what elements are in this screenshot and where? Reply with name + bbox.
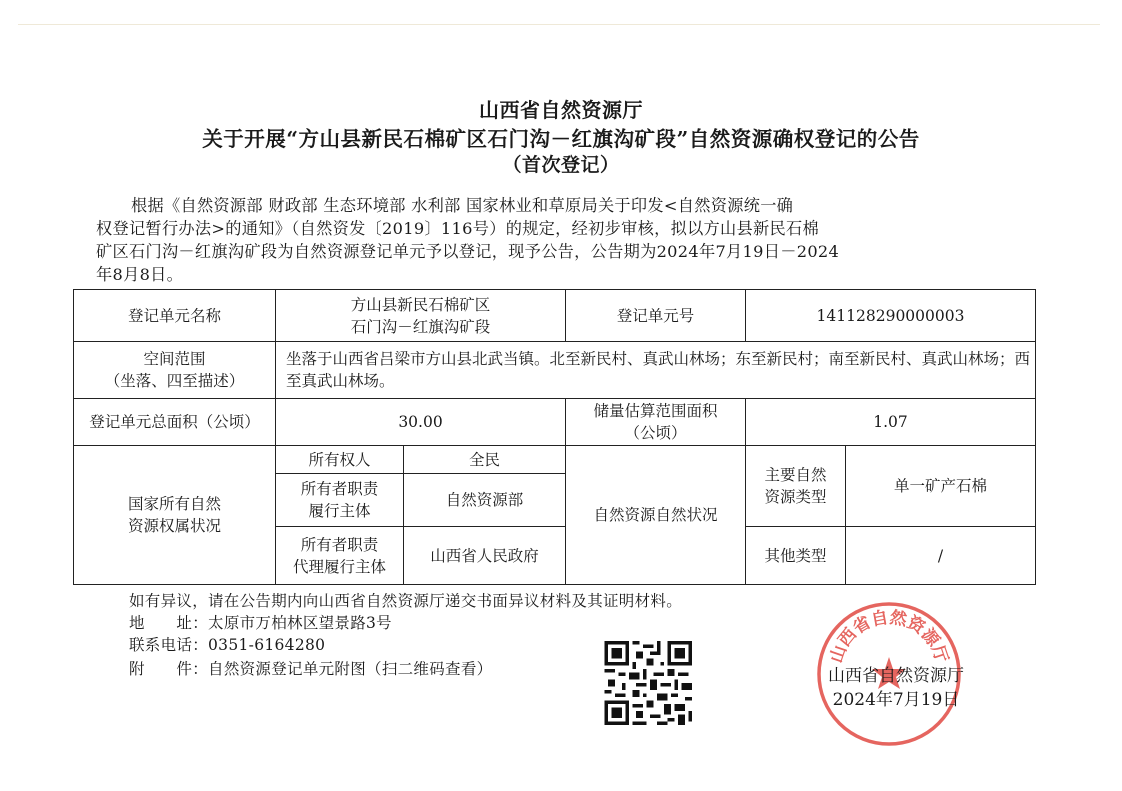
address-value: 太原市万柏林区望景路3号 <box>208 614 392 632</box>
duty-value: 自然资源部 <box>404 474 566 527</box>
unit-no-label: 登记单元号 <box>566 290 746 342</box>
paragraph-line: 根据《自然资源部 财政部 生态环境部 水利部 国家林业和草原局关于印发<自然资源统一确 <box>131 196 794 215</box>
qr-code-icon[interactable] <box>604 641 692 725</box>
table-row <box>74 342 1036 399</box>
main-type-label-line: 资源类型 <box>764 488 827 506</box>
duty-label-line: 履行主体 <box>308 502 371 520</box>
other-type-value: / <box>846 527 1036 585</box>
ownership-label <box>74 446 276 585</box>
unit-no-value: 141128290000003 <box>746 290 1036 342</box>
duty-label-line: 所有者职责 <box>300 480 379 498</box>
seal-text: 山西省自然资源厅 <box>826 607 952 666</box>
space-value: 坐落于山西省吕梁市方山县北武当镇。北至新民村、真武山林场；东至新民村；南至新民村、真武山林场；西至真武山林场。 <box>276 342 1036 399</box>
issuer-name: 山西省自然资源厅 <box>828 666 964 686</box>
attachment-line <box>129 657 492 679</box>
address-label: 地 址： <box>129 614 209 632</box>
attachment-value: 自然资源登记单元附图（扫二维码查看） <box>208 660 493 678</box>
ownership-label-line: 国家所有自然 <box>127 495 221 513</box>
title-main: 关于开展“方山县新民石棉矿区石门沟－红旗沟矿段”自然资源确权登记的公告 <box>202 127 920 151</box>
reserve-value: 1.07 <box>746 399 1036 446</box>
top-rule <box>18 24 1100 25</box>
phone-value: 0351-6164280 <box>208 636 326 654</box>
paragraph-line: 年8月8日。 <box>96 265 184 284</box>
owner-label: 所有权人 <box>276 446 404 474</box>
unit-name-line: 方山县新民石棉矿区 <box>350 295 491 314</box>
table-row <box>74 446 1036 474</box>
paragraph-line: 矿区石门沟－红旗沟矿段为自然资源登记单元予以登记，现予公告，公告期为2024年7月19日－2024 <box>96 242 840 261</box>
svg-text:山西省自然资源厅 <box>827 607 952 666</box>
agent-label-line: 代理履行主体 <box>292 557 386 576</box>
main-type-value: 单一矿产石棉 <box>846 446 1036 527</box>
table-row <box>74 399 1036 446</box>
owner-value: 全民 <box>404 446 566 474</box>
natural-status-label: 自然资源自然状况 <box>566 446 746 585</box>
unit-name-line: 石门沟－红旗沟矿段 <box>350 317 491 336</box>
space-label-line: 空间范围 <box>143 350 206 368</box>
unit-name-value <box>276 290 566 342</box>
reserve-label <box>566 399 746 446</box>
duty-label <box>276 474 404 527</box>
ownership-label-line: 资源权属状况 <box>127 517 221 535</box>
space-label-line: （坐落、四至描述） <box>104 372 245 390</box>
agent-value: 山西省人民政府 <box>404 527 566 585</box>
issue-date: 2024年7月19日 <box>832 690 960 710</box>
main-type-label <box>746 446 846 527</box>
other-type-label: 其他类型 <box>746 527 846 585</box>
attachment-label: 附 件： <box>129 660 209 678</box>
reserve-label-line: （公顷） <box>624 424 687 442</box>
issuer-block <box>806 664 986 712</box>
paragraph-line: 权登记暂行办法>的通知》（自然资发〔2019〕116号）的规定，经初步审核，拟以方山县新民石棉 <box>96 219 819 238</box>
objection-note: 如有异议，请在公告期内向山西省自然资源厅递交书面异议材料及其证明材料。 <box>129 592 683 610</box>
title-issuer: 山西省自然资源厅 <box>479 98 643 122</box>
agent-label <box>276 527 404 585</box>
area-value: 30.00 <box>276 399 566 446</box>
main-type-label-line: 主要自然 <box>764 466 827 484</box>
registration-table <box>73 289 1036 585</box>
phone-label: 联系电话： <box>129 636 209 654</box>
title-subtitle: （首次登记） <box>502 154 620 176</box>
announcement-paragraph <box>96 194 1022 286</box>
phone-line <box>129 633 325 655</box>
reserve-label-line: 储量估算范围面积 <box>593 402 718 420</box>
table-row <box>74 290 1036 342</box>
space-label <box>74 342 276 399</box>
agent-label-line: 所有者职责 <box>300 535 379 554</box>
unit-name-label: 登记单元名称 <box>74 290 276 342</box>
area-label: 登记单元总面积（公顷） <box>74 399 276 446</box>
address-line <box>129 611 392 633</box>
